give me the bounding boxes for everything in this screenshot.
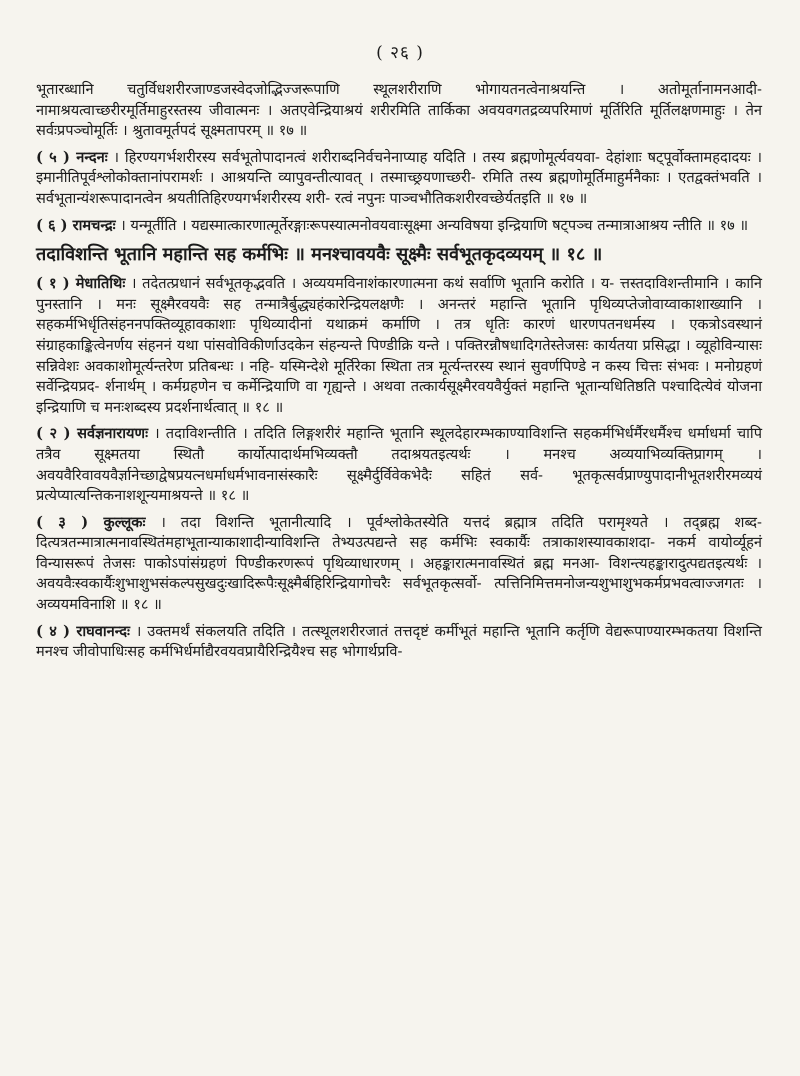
page-body — [36, 80, 762, 669]
commentary-medhatithi — [36, 274, 762, 418]
intro-paragraph: भूतारब्धानि चतुर्विधशरीरजाण्डजस्वेदजोद्भिज्जरूपाणि स्थूलशरीराणि भोगायतनत्वेनाश्रयन्ति । अतोमूर्तानामनआदी- नामाश्रयत्वाच्छरीरमूर्तिमाहुरस्तस्य जीवात्मनः । अतएवेन्द्रियाश्रयं शरीरमिति तार्किका अवयवगतद्रव्यपरिमाणं मूर्तिरिति मूर्तिलक्षणमाहुः । तेन सर्वःप्रपञ्चोमूर्तिः । श्रुतावमूर्तपदं सूक्ष्मतापरम् ॥ १७ ॥ — [36, 81, 762, 140]
commentary-text: । तदेतत्प्रधानं सर्वभूतकृद्भवति । अव्ययमविनाशंकारणात्मना कथं सर्वाणि भूतानि करोति । य- त्तस्तदाविशन्तीमानि । कानि पुनस्तानि । मनः सूक्ष्मैरवयवैः सह तन्मात्रैर्बुद्ध्यहंकारेन्द्रियलक्षणैः । अनन्तरं महान्ति भूतानि पृथिव्यप्तेजोवाय्वाकाशाख्यानि । सहकर्मभिर्धृतिसंहननपक्तिव्यूहावकाशाः पृथिव्यादीनां यथाक्रमं कर्माणि । तत्र धृतिः कारणं धारणपतनधर्मस्य । एकत्रोऽवस्थानं संग्राहकाङ्कित्वेनर्णय संहननं यथा पांसवोविकीर्णाउदकेन संहन्यन्ते पिण्डीक्रि यन्ते । पक्तिरन्नौषधादिगतेस्तेजसः कार्यतया प्रसिद्धा । व्यूहोविन्यासः सन्निवेशः अवकाशोमूर्त्यन्तरेण प्रतिबन्धः । नहि- यस्मिन्देशे मूर्तिरेका स्थिता तत्र मूर्त्यन्तरस्य स्थानं सुवर्णपिण्डे न कस्य चित्तः संभवः । मनोग्रहणं सर्वेन्द्रियप्रद- र्शनार्थम् । कर्मग्रहणेन च कर्मेन्द्रियाणि वा गृह्यन्ते । अथवा तत्कार्यसूक्ष्मैरवयवैर्युक्तं महान्ति भूतान्यधितिष्ठति पश्चादित्येवं योजना इन्द्रियाणि च मनःशब्दस्य प्रदर्शनार्थत्वात् ॥ १८ ॥ — [36, 275, 762, 416]
commentary-ramachandra — [36, 216, 762, 237]
commentary-text: । तदा विशन्ति भूतानीत्यादि । पूर्वश्लोकेतस्येति यत्तदं ब्रह्मात्र तदिति परामृश्यते । तद्ब्रह्म शब्द- दित्यत्रतन्मात्रात्मनावस्थितंमहाभूतान्याकाशादीन्याविशन्ति तेभ्यउत्पद्यन्ते सह कर्मभिः स्वकार्यैः तत्राकाशस्यावकाशदा- नकर्म वायोर्व्यूहनं विन्यासरूपं तेजसः पाकोऽपांसंग्रहणं पिण्डीकरणरूपं पृथिव्याधारणम् । अहङ्कारात्मनावस्थितं ब्रह्म मनआ- विशन्त्यहङ्कारादुत्पद्यतइत्यर्थः । अवयवैःस्वकार्यैःशुभाशुभसंकल्पसुखदुःखादिरूपैःसूक्ष्मैर्बहिरिन्द्रियागोचरैः सर्वभूतकृत्सर्वो- त्पत्तिनिमित्तमनोजन्यशुभाशुभकर्मप्रभवत्वाज्जगतः । अव्ययमविनाशि ॥ १८ ॥ — [36, 513, 762, 614]
commentator-label: ( १ ) मेधातिथिः — [36, 275, 126, 293]
commentary-kullukah — [36, 513, 762, 616]
commentary-nandana — [36, 148, 762, 210]
verse-heading: तदाविशन्ति भूतानि महान्ति सह कर्मभिः ॥ मनश्चावयवैः सूक्ष्मैः सर्वभूतकृदव्ययम् ॥ १८ ॥ — [36, 244, 603, 266]
commentary-raghavananda — [36, 622, 762, 663]
page-number: ( २६ ) — [376, 43, 424, 63]
commentator-label: ( ३ ) कुल्लूकः — [36, 513, 146, 531]
commentary-sarvajnanarayana — [36, 424, 762, 506]
commentator-label: ( ५ ) नन्दनः — [36, 148, 108, 166]
commentator-label: ( ४ ) राघवानन्दः — [36, 622, 130, 640]
commentator-label: ( २ ) सर्वज्ञनारायणः — [36, 425, 149, 443]
commentator-label: ( ६ ) रामचन्द्रः — [36, 216, 116, 234]
commentary-text: । हिरण्यगर्भशरीरस्य सर्वभूतोपादानत्वं शरीराब्दनिर्वचनेनाप्याह यदिति । तस्य ब्रह्मणोमूर्त्यवयवा- देहांशाः षट्पूर्वोक्तामहदादयः । इमानीतिपूर्वश्लोकोक्तानांपरामर्शः । आश्रयन्ति व्यापुवन्तीत्यावत् । तस्माच्छ्रयणाच्छरी- रमिति तस्य ब्रह्मणोमूर्तिमाहुर्मनैकाः । एतद्वक्तंभवति । सर्वभूतान्यंशरूपादानत्वेन श्रयतीतिहिरण्यगर्भशरीरस्य शरी- रत्वं नपुनः पाञ्चभौतिकशरीरवच्छेर्यतइति ॥ १७ ॥ — [36, 148, 763, 207]
commentary-text: । तदाविशन्तीति । तदिति लिङ्गशरीरं महान्ति भूतानि स्थूलदेहारम्भकाण्याविशन्ति सहकर्मभिर्धर्मैरधर्मैश्च धर्माधर्मा चापि तत्रैव सूक्ष्मतया स्थितौ कार्योत्पादार्थमभिव्यक्तौ तदाश्रयतइत्यर्थः । मनश्च अव्ययाभिव्यक्तिप्रागम् । अवयवैरिवावयवैर्ज्ञानेच्छाद्वेषप्रयत्नधर्माधर्मभावनासंस्कारैः सूक्ष्मैर्दुर्विवेकभेदैः सहितं सर्व- भूतकृत्सर्वप्राण्युपादानीभूतशरीरमव्ययं प्रत्येप्यात्यन्तिकनाशशून्यमाश्रयन्ते ॥ १८ ॥ — [36, 425, 762, 505]
commentary-text: । यन्मूर्तीति । यद्यस्मात्कारणात्मूर्तेरङ्गाःरूपस्यात्मनोवयवाःसूक्ष्मा अन्यविषया इन्द्रियाणि षट्पञ्च तन्मात्राआश्रय न्तीति ॥ १७ ॥ — [115, 216, 749, 234]
commentary-text: । उक्तमर्थं संकलयति तदिति । तत्स्थूलशरीरजातं तत्तदृष्टं कर्मीभूतं महान्ति भूतानि कर्तृणि वेद्यरूपाण्यारम्भकतया विशन्ति मनश्च जीवोपाधिःसह कर्मभिर्धर्माद्यैरवयवप्रायैरिन्द्रियैश्च सह भोगार्थप्रवि- — [36, 622, 762, 661]
